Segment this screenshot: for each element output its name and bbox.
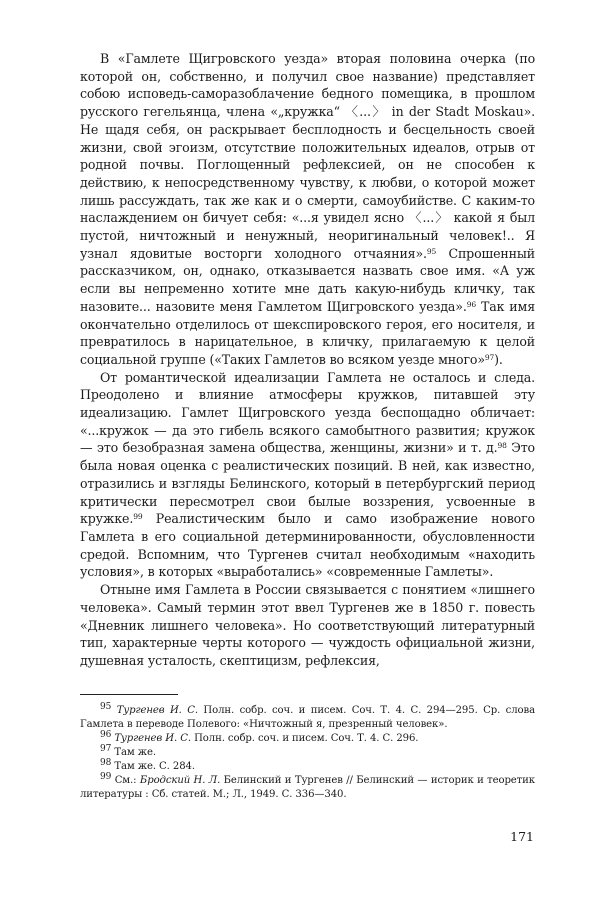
paragraph-3 xyxy=(80,581,535,670)
footnote-97 xyxy=(80,743,535,760)
footnote-98 xyxy=(80,757,535,774)
footnote-text: Там же. С. 284. xyxy=(114,760,195,772)
footnote-ref-97[interactable]: 97 xyxy=(484,352,495,362)
paragraph-3-text: Отныне имя Гамлета в России связывается с понятием «лишнего человека». Самый термин этот ввел Тургенев же в 1850 г. повесть «Дневник лишнего человека». Но соответствующий литературный тип, характерные черты которого — чуждость официальной жизни, душевная усталость, скептицизм, рефлексия, xyxy=(80,582,535,668)
paragraph-1-text-c: Так имя окончательно отделилось от шекспировского героя, его носителя, и превратилось в нарицательное, в кличку, прилагаемую к целой социальной группе («Таких Гамлетов во всяком уезде много» xyxy=(80,298,535,367)
paragraph-1 xyxy=(80,50,535,369)
page-number: 171 xyxy=(510,829,534,844)
footnote-95 xyxy=(80,701,535,732)
paragraph-2 xyxy=(80,369,535,581)
footnote-96 xyxy=(80,729,535,746)
footnote-ref-99[interactable]: 99 xyxy=(133,512,143,522)
footnote-text: Там же. xyxy=(114,746,156,758)
footnote-prefix: См.: xyxy=(114,774,140,786)
footnote-author: Тургенев И. С. xyxy=(116,704,198,716)
paragraph-1-text-d: ). xyxy=(494,351,503,367)
footnote-author: Тургенев И. С. xyxy=(114,732,191,744)
footnote-number: 95 xyxy=(100,701,112,712)
footnote-author: Бродский Н. Л. xyxy=(139,774,221,786)
paragraph-2-text-a: От романтической идеализации Гамлета не осталось и следа. Преодолено и влияние атмосферы кружков, питавшей эту идеализацию. Гамлет Щигровского уезда беспощадно обличает: «...кружок — да это гибель всякого самобытного развития; кружок — это безобразная замена общества, женщины, жизни» и т. д. xyxy=(80,369,535,456)
footnote-text: Полн. собр. соч. и писем. Соч. Т. 4. С. 296. xyxy=(190,732,419,744)
book-page xyxy=(80,50,535,802)
footnote-text: Белинский и Тургенев // Белинский — историк и теоретик литературы : Сб. статей. М.; Л., 1949. С. 336—340. xyxy=(80,774,536,800)
paragraph-1-text-a: В «Гамлете Щигровского уезда» вторая половина очерка (по которой он, собственно, и получил свое название) представляет собою исповедь-саморазоблачение бедного помещика, в прошлом русского гегельянца, члена «„кружка“ 〈...〉 in der Stadt Moskau». Не щадя себя, он раскрывает бесплодность и бесцельность своей жизни, свой эгоизм, отсутствие положительных идеалов, отрыв от родной почвы. Поглощенный рефлексией, он не способен к действию, к непосредственному чувству, к любви, о которой может лишь рассуждать, так же как и о смерти, самоубийстве. С каким-то наслаждением он бичует себя: «...я увидел ясно 〈...〉 какой я был пустой, ничтожный и ненужный, неоригинальный человек!.. Я узнал ядовитые восторги холодного отчаяния». xyxy=(80,51,535,261)
footnote-number: 96 xyxy=(100,729,112,740)
footnote-ref-98[interactable]: 98 xyxy=(497,441,507,451)
footnote-ref-96[interactable]: 96 xyxy=(466,299,476,309)
paragraph-2-text-b: Это была новая оценка с реалистических позиций. В ней, как известно, отразились и взгляды Белинского, который в петербургский период критически пересмотрел свои былые воззрения, усвоенные в кружке. xyxy=(80,440,535,527)
footnote-divider xyxy=(80,694,178,695)
footnote-number: 98 xyxy=(100,757,112,768)
footnote-number: 97 xyxy=(100,743,112,754)
paragraph-1-text-b: Спрошенный рассказчиком, он, однако, отказывается назвать свое имя. «А уж если вы непременно хотите мне дать какую-нибудь кличку, так назовите... назовите меня Гамлетом Щигровского уезда». xyxy=(80,245,535,314)
footnote-text: Полн. собр. соч. и писем. Соч. Т. 4. С. 294—295. Ср. слова Гамлета в переводе Полевого: «Ничтожный я, презренный человек». xyxy=(80,704,535,730)
footnote-99 xyxy=(80,771,536,802)
paragraph-2-text-c: Реалистическим было и само изображение нового Гамлета в его социальной детерминированности, обусловленности средой. Вспомним, что Тургенев считал необходимым «находить условия», в которых «выработались» «современные Гамлеты». xyxy=(80,511,535,580)
footnote-number: 99 xyxy=(100,771,112,782)
footnote-ref-95[interactable]: 95 xyxy=(426,246,437,256)
